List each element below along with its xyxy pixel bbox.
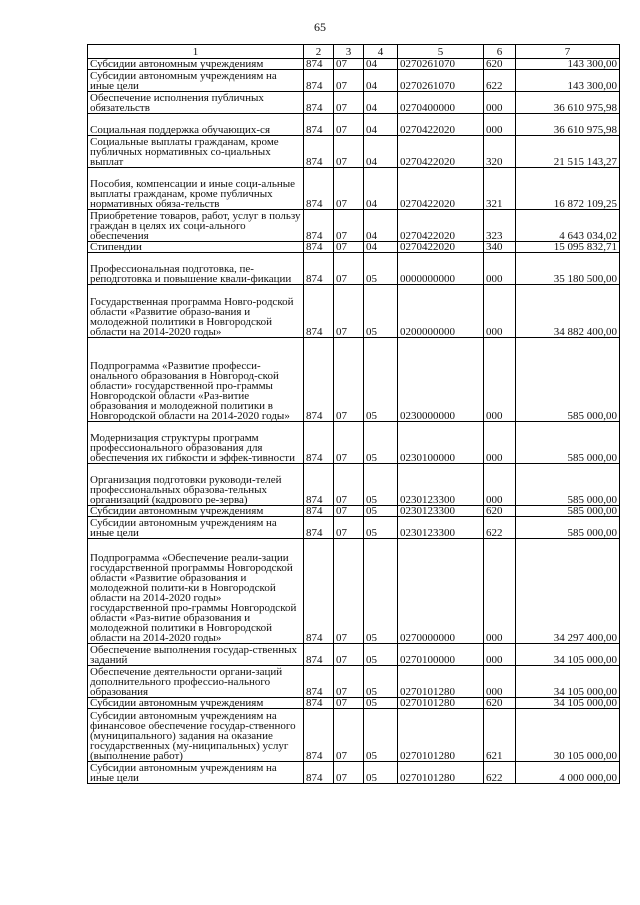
row-razdel-cell: 07 bbox=[334, 422, 364, 464]
row-name-cell: Социальные выплаты гражданам, кроме публичных нормативных со-циальных выплат bbox=[88, 136, 304, 168]
row-name-cell: Субсидии автономным учреждениям на иные цели bbox=[88, 762, 304, 784]
row-razdel-cell: 07 bbox=[334, 136, 364, 168]
page-number: 65 bbox=[314, 20, 326, 34]
row-podrazdel-cell: 05 bbox=[364, 698, 398, 709]
row-csr-cell: 0270400000 bbox=[398, 92, 484, 114]
row-razdel-cell: 07 bbox=[334, 709, 364, 762]
row-vr-cell: 000 bbox=[484, 285, 516, 338]
row-sum-cell: 585 000,00 bbox=[516, 464, 620, 506]
row-vr-cell: 000 bbox=[484, 666, 516, 698]
column-header: 2 bbox=[304, 45, 334, 59]
table-row bbox=[88, 168, 620, 210]
row-csr-cell: 0200000000 bbox=[398, 285, 484, 338]
row-glava-cell: 874 bbox=[304, 762, 334, 784]
row-podrazdel-cell: 04 bbox=[364, 92, 398, 114]
row-name-cell: Обеспечение исполнения публичных обязательств bbox=[88, 92, 304, 114]
row-csr-cell: 0230000000 bbox=[398, 338, 484, 422]
row-name-cell: Приобретение товаров, работ, услуг в пользу граждан в целях их соци-ального обеспечения bbox=[88, 210, 304, 242]
row-sum-cell: 15 095 832,71 bbox=[516, 242, 620, 253]
row-sum-cell: 143 300,00 bbox=[516, 59, 620, 70]
row-name-cell: Организация подготовки руководи-телей профессиональных образова-тельных организаций (кадрового ре-зерва) bbox=[88, 464, 304, 506]
row-csr-cell: 0270261070 bbox=[398, 59, 484, 70]
row-vr-cell: 000 bbox=[484, 114, 516, 136]
table-row bbox=[88, 114, 620, 136]
row-csr-cell: 0270422020 bbox=[398, 210, 484, 242]
table-row bbox=[88, 338, 620, 422]
row-razdel-cell: 07 bbox=[334, 114, 364, 136]
row-csr-cell: 0230123300 bbox=[398, 506, 484, 517]
table-row bbox=[88, 506, 620, 517]
row-podrazdel-cell: 05 bbox=[364, 338, 398, 422]
row-sum-cell: 34 105 000,00 bbox=[516, 698, 620, 709]
row-glava-cell: 874 bbox=[304, 70, 334, 92]
row-name-cell: Обеспечение деятельности органи-заций дополнительного профессио-нального образования bbox=[88, 666, 304, 698]
row-podrazdel-cell: 05 bbox=[364, 464, 398, 506]
row-razdel-cell: 07 bbox=[334, 168, 364, 210]
row-podrazdel-cell: 05 bbox=[364, 517, 398, 539]
table-row bbox=[88, 698, 620, 709]
row-glava-cell: 874 bbox=[304, 644, 334, 666]
row-vr-cell: 340 bbox=[484, 242, 516, 253]
row-podrazdel-cell: 04 bbox=[364, 59, 398, 70]
row-glava-cell: 874 bbox=[304, 666, 334, 698]
row-glava-cell: 874 bbox=[304, 136, 334, 168]
table-row bbox=[88, 253, 620, 285]
row-sum-cell: 585 000,00 bbox=[516, 517, 620, 539]
row-sum-cell: 34 297 400,00 bbox=[516, 539, 620, 644]
row-name-cell: Субсидии автономным учреждениям на финансовое обеспечение государ-ственного (муниципального) задания на оказание государственных (му-ниципальных) услуг (выполнение работ) bbox=[88, 709, 304, 762]
table-row bbox=[88, 539, 620, 644]
row-razdel-cell: 07 bbox=[334, 242, 364, 253]
row-razdel-cell: 07 bbox=[334, 285, 364, 338]
row-glava-cell: 874 bbox=[304, 464, 334, 506]
row-csr-cell: 0230100000 bbox=[398, 422, 484, 464]
row-sum-cell: 143 300,00 bbox=[516, 70, 620, 92]
row-razdel-cell: 07 bbox=[334, 506, 364, 517]
row-csr-cell: 0000000000 bbox=[398, 253, 484, 285]
row-podrazdel-cell: 05 bbox=[364, 762, 398, 784]
column-header: 5 bbox=[398, 45, 484, 59]
row-vr-cell: 000 bbox=[484, 422, 516, 464]
row-sum-cell: 34 882 400,00 bbox=[516, 285, 620, 338]
row-vr-cell: 622 bbox=[484, 762, 516, 784]
row-glava-cell: 874 bbox=[304, 422, 334, 464]
row-sum-cell: 30 105 000,00 bbox=[516, 709, 620, 762]
table-row bbox=[88, 464, 620, 506]
column-header: 3 bbox=[334, 45, 364, 59]
row-name-cell: Социальная поддержка обучающих-ся bbox=[88, 114, 304, 136]
row-vr-cell: 323 bbox=[484, 210, 516, 242]
row-sum-cell: 34 105 000,00 bbox=[516, 644, 620, 666]
row-csr-cell: 0270101280 bbox=[398, 698, 484, 709]
row-csr-cell: 0270422020 bbox=[398, 242, 484, 253]
row-glava-cell: 874 bbox=[304, 506, 334, 517]
table-row bbox=[88, 136, 620, 168]
row-glava-cell: 874 bbox=[304, 517, 334, 539]
row-vr-cell: 321 bbox=[484, 168, 516, 210]
row-vr-cell: 621 bbox=[484, 709, 516, 762]
row-podrazdel-cell: 05 bbox=[364, 644, 398, 666]
row-razdel-cell: 07 bbox=[334, 464, 364, 506]
row-sum-cell: 585 000,00 bbox=[516, 422, 620, 464]
row-csr-cell: 0270422020 bbox=[398, 136, 484, 168]
row-vr-cell: 622 bbox=[484, 517, 516, 539]
row-csr-cell: 0270101280 bbox=[398, 709, 484, 762]
table-row bbox=[88, 517, 620, 539]
table-row bbox=[88, 242, 620, 253]
table-row bbox=[88, 422, 620, 464]
row-podrazdel-cell: 05 bbox=[364, 539, 398, 644]
row-podrazdel-cell: 05 bbox=[364, 709, 398, 762]
row-podrazdel-cell: 04 bbox=[364, 210, 398, 242]
row-razdel-cell: 07 bbox=[334, 539, 364, 644]
row-razdel-cell: 07 bbox=[334, 210, 364, 242]
table-row bbox=[88, 666, 620, 698]
row-vr-cell: 320 bbox=[484, 136, 516, 168]
row-glava-cell: 874 bbox=[304, 114, 334, 136]
table-row bbox=[88, 92, 620, 114]
row-glava-cell: 874 bbox=[304, 210, 334, 242]
row-name-cell: Субсидии автономным учреждениям bbox=[88, 506, 304, 517]
row-name-cell: Подпрограмма «Обеспечение реали-зации государственной программы Новгородской области «Развитие образования и молодежной полити-ки в Новгородской области на 2014-2020 годы» государственной про-граммы Новгородской области «Раз-витие образования и молодежной политики в Новгородской области на 2014-2020 годы» bbox=[88, 539, 304, 644]
row-sum-cell: 16 872 109,25 bbox=[516, 168, 620, 210]
row-csr-cell: 0230123300 bbox=[398, 464, 484, 506]
row-vr-cell: 000 bbox=[484, 644, 516, 666]
table-row bbox=[88, 59, 620, 70]
row-podrazdel-cell: 04 bbox=[364, 168, 398, 210]
row-name-cell: Субсидии автономным учреждениям на иные цели bbox=[88, 70, 304, 92]
row-podrazdel-cell: 05 bbox=[364, 666, 398, 698]
row-sum-cell: 4 000 000,00 bbox=[516, 762, 620, 784]
row-sum-cell: 21 515 143,27 bbox=[516, 136, 620, 168]
row-glava-cell: 874 bbox=[304, 285, 334, 338]
row-razdel-cell: 07 bbox=[334, 666, 364, 698]
row-csr-cell: 0270422020 bbox=[398, 168, 484, 210]
budget-table bbox=[87, 44, 620, 784]
row-vr-cell: 620 bbox=[484, 59, 516, 70]
row-glava-cell: 874 bbox=[304, 168, 334, 210]
row-razdel-cell: 07 bbox=[334, 253, 364, 285]
row-glava-cell: 874 bbox=[304, 698, 334, 709]
row-name-cell: Обеспечение выполнения государ-ственных заданий bbox=[88, 644, 304, 666]
row-podrazdel-cell: 05 bbox=[364, 253, 398, 285]
row-podrazdel-cell: 04 bbox=[364, 114, 398, 136]
row-name-cell: Профессиональная подготовка, пе-реподготовка и повышение квали-фикации bbox=[88, 253, 304, 285]
row-glava-cell: 874 bbox=[304, 539, 334, 644]
row-podrazdel-cell: 05 bbox=[364, 285, 398, 338]
row-csr-cell: 0230123300 bbox=[398, 517, 484, 539]
row-vr-cell: 622 bbox=[484, 70, 516, 92]
row-podrazdel-cell: 05 bbox=[364, 506, 398, 517]
row-razdel-cell: 07 bbox=[334, 92, 364, 114]
row-sum-cell: 36 610 975,98 bbox=[516, 92, 620, 114]
row-sum-cell: 34 105 000,00 bbox=[516, 666, 620, 698]
row-name-cell: Государственная программа Новго-родской области «Развитие образо-вания и молодежной политики в Новгородской области на 2014-2020 годы» bbox=[88, 285, 304, 338]
table-row bbox=[88, 644, 620, 666]
row-name-cell: Стипендии bbox=[88, 242, 304, 253]
table-row bbox=[88, 709, 620, 762]
row-csr-cell: 0270261070 bbox=[398, 70, 484, 92]
table-row bbox=[88, 762, 620, 784]
row-vr-cell: 000 bbox=[484, 539, 516, 644]
column-header: 6 bbox=[484, 45, 516, 59]
row-podrazdel-cell: 04 bbox=[364, 242, 398, 253]
row-name-cell: Модернизация структуры программ профессионального образования для обеспечения их гибкости и эффек-тивности bbox=[88, 422, 304, 464]
row-name-cell: Субсидии автономным учреждениям на иные цели bbox=[88, 517, 304, 539]
row-razdel-cell: 07 bbox=[334, 698, 364, 709]
table-header-row bbox=[88, 45, 620, 59]
row-razdel-cell: 07 bbox=[334, 59, 364, 70]
column-header: 7 bbox=[516, 45, 620, 59]
row-csr-cell: 0270101280 bbox=[398, 762, 484, 784]
row-razdel-cell: 07 bbox=[334, 338, 364, 422]
row-razdel-cell: 07 bbox=[334, 644, 364, 666]
row-glava-cell: 874 bbox=[304, 709, 334, 762]
row-csr-cell: 0270101280 bbox=[398, 666, 484, 698]
table-row bbox=[88, 210, 620, 242]
row-vr-cell: 620 bbox=[484, 506, 516, 517]
row-csr-cell: 0270000000 bbox=[398, 539, 484, 644]
row-csr-cell: 0270422020 bbox=[398, 114, 484, 136]
row-name-cell: Субсидии автономным учреждениям bbox=[88, 59, 304, 70]
row-name-cell: Пособия, компенсации и иные соци-альные выплаты гражданам, кроме публичных нормативных обяза-тельств bbox=[88, 168, 304, 210]
row-podrazdel-cell: 04 bbox=[364, 136, 398, 168]
row-glava-cell: 874 bbox=[304, 242, 334, 253]
row-glava-cell: 874 bbox=[304, 92, 334, 114]
row-vr-cell: 620 bbox=[484, 698, 516, 709]
row-vr-cell: 000 bbox=[484, 464, 516, 506]
column-header: 1 bbox=[88, 45, 304, 59]
row-vr-cell: 000 bbox=[484, 338, 516, 422]
row-sum-cell: 36 610 975,98 bbox=[516, 114, 620, 136]
table-row bbox=[88, 285, 620, 338]
row-podrazdel-cell: 05 bbox=[364, 422, 398, 464]
row-name-cell: Субсидии автономным учреждениям bbox=[88, 698, 304, 709]
row-glava-cell: 874 bbox=[304, 59, 334, 70]
row-sum-cell: 35 180 500,00 bbox=[516, 253, 620, 285]
row-glava-cell: 874 bbox=[304, 338, 334, 422]
table-row bbox=[88, 70, 620, 92]
row-razdel-cell: 07 bbox=[334, 70, 364, 92]
row-podrazdel-cell: 04 bbox=[364, 70, 398, 92]
column-header: 4 bbox=[364, 45, 398, 59]
row-vr-cell: 000 bbox=[484, 92, 516, 114]
row-name-cell: Подпрограмма «Развитие професси-онального образования в Новгород-ской области» государственной про-граммы Новгородской области «Раз-витие образования и молодежной политики в Новгородской области на 2014-2020 годы» bbox=[88, 338, 304, 422]
row-glava-cell: 874 bbox=[304, 253, 334, 285]
row-sum-cell: 585 000,00 bbox=[516, 338, 620, 422]
row-razdel-cell: 07 bbox=[334, 517, 364, 539]
row-sum-cell: 4 643 034,02 bbox=[516, 210, 620, 242]
row-vr-cell: 000 bbox=[484, 253, 516, 285]
row-sum-cell: 585 000,00 bbox=[516, 506, 620, 517]
row-razdel-cell: 07 bbox=[334, 762, 364, 784]
row-csr-cell: 0270100000 bbox=[398, 644, 484, 666]
